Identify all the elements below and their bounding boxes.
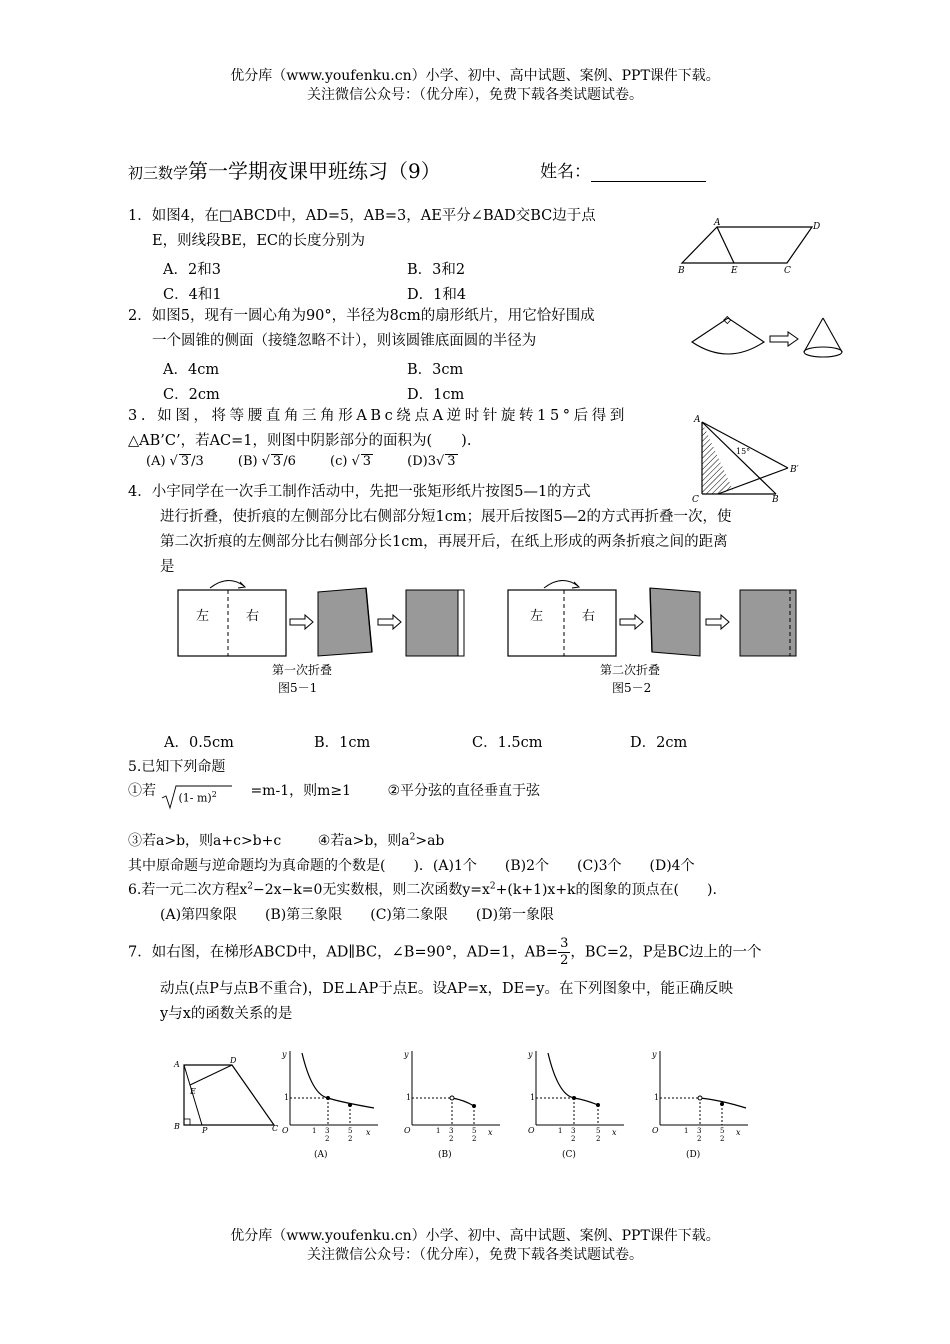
svg-text:1: 1: [684, 1127, 689, 1135]
q5-radical: (1- m)$^2$: [160, 780, 250, 810]
q4-left-label-1: 左: [196, 609, 210, 624]
svg-text:x: x: [736, 1128, 741, 1137]
header-line-1: 优分库（www.youfenku.cn）小学、初中、高中试题、案例、PPT课件下载。: [230, 68, 720, 84]
svg-text:1: 1: [406, 1093, 412, 1102]
q4-fig-2: 图5－2: [612, 681, 652, 695]
q4-line-2: 进行折叠，使折痕的左侧部分比右侧部分短1cm；展开后按图5—2的方式再折叠一次，使: [160, 509, 732, 525]
q7-graph-d[interactable]: [651, 1050, 748, 1160]
svg-text:y: y: [652, 1050, 657, 1059]
q1-line-2: E，则线段BE，EC的长度分别为: [152, 233, 366, 249]
q1-option-d[interactable]: D．1和4: [407, 287, 467, 303]
svg-text:1: 1: [284, 1093, 290, 1102]
title-main: 第一学期夜课甲班练习（9）: [188, 159, 441, 183]
svg-text:5: 5: [472, 1127, 477, 1135]
q3-option-d[interactable]: (D)3√ 3: [407, 454, 456, 469]
q3-options: [146, 454, 458, 469]
svg-text:O: O: [528, 1126, 535, 1135]
q1-parallelogram-figure: [672, 215, 832, 277]
svg-text:O: O: [652, 1126, 659, 1135]
q3-fig-label-b: B: [772, 495, 779, 505]
q7-fig-label-a: A: [174, 1060, 180, 1069]
q1-fig-label-e: E: [731, 266, 738, 276]
svg-text:3: 3: [571, 1127, 576, 1135]
q7-graph-caption-d: (D): [686, 1150, 701, 1160]
q4-option-a[interactable]: A．0.5cm: [164, 735, 234, 751]
svg-text:1: 1: [436, 1127, 441, 1135]
q4-option-c[interactable]: C．1.5cm: [472, 735, 543, 751]
q2-option-c[interactable]: C．2cm: [163, 387, 220, 403]
q7-graph-caption-c: (C): [562, 1150, 576, 1160]
name-field: [540, 157, 706, 182]
svg-text:3: 3: [449, 1127, 454, 1135]
q4-caption-1: 第一次折叠: [272, 663, 333, 677]
q3-option-b[interactable]: (B) √ 3 /6: [237, 454, 296, 469]
q7-graph-b[interactable]: [403, 1050, 500, 1160]
q5-question: 其中原命题与逆命题均为真命题的个数是( )．(A)1个 (B)2个 (C)3个 (D)4个: [128, 858, 695, 874]
q2-option-d[interactable]: D．1cm: [407, 387, 465, 403]
svg-text:2: 2: [571, 1135, 576, 1143]
svg-text:5: 5: [348, 1127, 353, 1135]
q3-fig-label-b-prime: B′: [790, 465, 799, 475]
q3-line-1: 3. 如图，将等腰直角三角形ABc绕点A逆时针旋转15°后得到: [128, 408, 628, 424]
q5-proposition-2: ②平分弦的直径垂直于弦: [387, 783, 541, 799]
svg-text:x: x: [366, 1128, 371, 1137]
q7-fig-label-p: P: [202, 1126, 208, 1135]
q1-fig-label-d: D: [813, 222, 821, 232]
header-line-2: 关注微信公众号：（优分库），免费下载各类试题试卷。: [307, 87, 643, 103]
title-prefix: 初三数学: [128, 164, 189, 182]
q7-line-1: 7．如右图，在梯形ABCD中，AD∥BC，∠B=90°，AD=1，AB= $\frac{3}{2}$ ，BC=2，P是BC边上的一个: [128, 936, 762, 968]
q7-graph-a[interactable]: [281, 1050, 378, 1160]
q2-line-1: 2．如图5，现有一圆心角为90°，半径为8cm的扇形纸片，用它恰好围成: [128, 308, 595, 324]
q5-proposition-3-4: [128, 830, 444, 850]
q7-graphs: [280, 1045, 760, 1165]
q5-proposition-3: ③若a>b，则a+c>b+c: [128, 833, 282, 849]
svg-text:2: 2: [325, 1135, 330, 1143]
q3-triangle-figure: [688, 410, 818, 505]
q4-right-label-1: 右: [246, 609, 260, 624]
q4-folding-figure: [170, 574, 810, 704]
name-label: 姓名：: [540, 162, 591, 182]
svg-text:O: O: [404, 1126, 411, 1135]
q7-line-2: 动点(点P与点B不重合)，DE⊥AP于点E。设AP=x，DE=y。在下列图象中，能正确反映: [160, 981, 733, 997]
q3-line-2: △AB’C’，若AC=1，则图中阴影部分的面积为( ).: [128, 433, 472, 449]
q4-right-label-2: 右: [582, 609, 596, 624]
q7-fig-label-d: D: [230, 1056, 237, 1065]
q6-options[interactable]: (A)第四象限 (B)第三象限 (C)第二象限 (D)第一象限: [160, 907, 555, 923]
svg-text:O: O: [282, 1126, 289, 1135]
q4-line-4: 是: [160, 559, 175, 575]
q7-trapezoid-figure: [170, 1055, 285, 1135]
q1-fig-label-a: A: [714, 218, 721, 228]
q2-line-2: 一个圆锥的侧面（接缝忽略不计），则该圆锥底面圆的半径为: [152, 333, 537, 349]
q2-option-a[interactable]: A．4cm: [163, 362, 220, 378]
svg-text:y: y: [404, 1050, 409, 1059]
svg-text:5: 5: [596, 1127, 601, 1135]
q1-option-b[interactable]: B．3和2: [407, 262, 466, 278]
footer-line-1: 优分库（www.youfenku.cn）小学、初中、高中试题、案例、PPT课件下载。: [230, 1228, 720, 1244]
q1-fig-label-c: C: [784, 266, 791, 276]
page-title: [128, 155, 441, 184]
svg-text:2: 2: [449, 1135, 454, 1143]
q7-line-3: y与x的函数关系的是: [160, 1006, 293, 1022]
svg-text:y: y: [528, 1050, 533, 1059]
q1-option-c[interactable]: C．4和1: [163, 287, 222, 303]
q3-option-c[interactable]: (c) √ 3: [330, 454, 372, 469]
q7-fig-label-c: C: [272, 1124, 279, 1133]
q4-caption-2: 第二次折叠: [600, 663, 661, 677]
svg-text:1: 1: [530, 1093, 536, 1102]
q4-option-d[interactable]: D．2cm: [630, 735, 688, 751]
q4-line-3: 第二次折痕的左侧部分比右侧部分长1cm，再展开后，在纸上形成的两条折痕之间的距离: [160, 534, 728, 550]
q4-option-b[interactable]: B．1cm: [314, 735, 371, 751]
q3-fig-label-c: C: [692, 495, 699, 505]
svg-text:y: y: [282, 1050, 287, 1059]
q4-line-1: 4．小宇同学在一次手工制作活动中，先把一张矩形纸片按图5—1的方式: [128, 484, 591, 500]
svg-text:1: 1: [654, 1093, 660, 1102]
svg-text:1: 1: [312, 1127, 317, 1135]
q1-fig-label-b: B: [678, 266, 685, 276]
q2-option-b[interactable]: B．3cm: [407, 362, 464, 378]
q3-fig-label-angle: 15°: [736, 447, 751, 456]
q1-line-1: 1．如图4，在□ABCD中，AD=5，AB=3，AE平分∠BAD交BC边于点: [128, 208, 596, 224]
q4-left-label-2: 左: [530, 609, 544, 624]
svg-text:2: 2: [472, 1135, 477, 1143]
svg-text:5: 5: [720, 1127, 725, 1135]
footer-line-2: 关注微信公众号：（优分库），免费下载各类试题试卷。: [307, 1247, 643, 1263]
q1-option-a[interactable]: A．2和3: [163, 262, 221, 278]
svg-text:x: x: [488, 1128, 493, 1137]
svg-text:3: 3: [325, 1127, 330, 1135]
q5-line-1: 5.已知下列命题: [128, 759, 226, 775]
svg-text:x: x: [612, 1128, 617, 1137]
q7-graph-c[interactable]: [527, 1050, 624, 1160]
q4-fig-1: 图5－1: [278, 681, 318, 695]
q7-fig-label-b: B: [174, 1122, 180, 1131]
q6-line-1: 6.若一元二次方程$x^2-2x-k=0$无实数根，则二次函数$y=x^2+(k+1)x+k$的图象的顶点在( ).: [128, 881, 717, 898]
name-blank[interactable]: [591, 165, 706, 182]
q5-proposition-1: ①若 (1- m)$^2$ =m-1，则m≥1 ②平分弦的直径垂直于弦: [128, 780, 540, 810]
svg-text:3: 3: [697, 1127, 702, 1135]
svg-text:2: 2: [720, 1135, 725, 1143]
q2-sector-cone-figure: [688, 312, 848, 372]
svg-text:2: 2: [348, 1135, 353, 1143]
q3-fig-label-a: A: [694, 415, 701, 425]
svg-text:1: 1: [558, 1127, 563, 1135]
svg-text:2: 2: [697, 1135, 702, 1143]
q7-fraction: $\frac{3}{2}$: [560, 936, 569, 968]
q7-graph-caption-b: (B): [438, 1150, 452, 1160]
q7-graph-caption-a: (A): [314, 1150, 328, 1160]
q5-proposition-4: ④若a>b，则$a^2>ab$: [317, 832, 445, 849]
q7-fig-label-e: E: [190, 1087, 196, 1096]
q3-option-a[interactable]: (A) √ 3 /3: [146, 454, 204, 469]
svg-text:2: 2: [596, 1135, 601, 1143]
